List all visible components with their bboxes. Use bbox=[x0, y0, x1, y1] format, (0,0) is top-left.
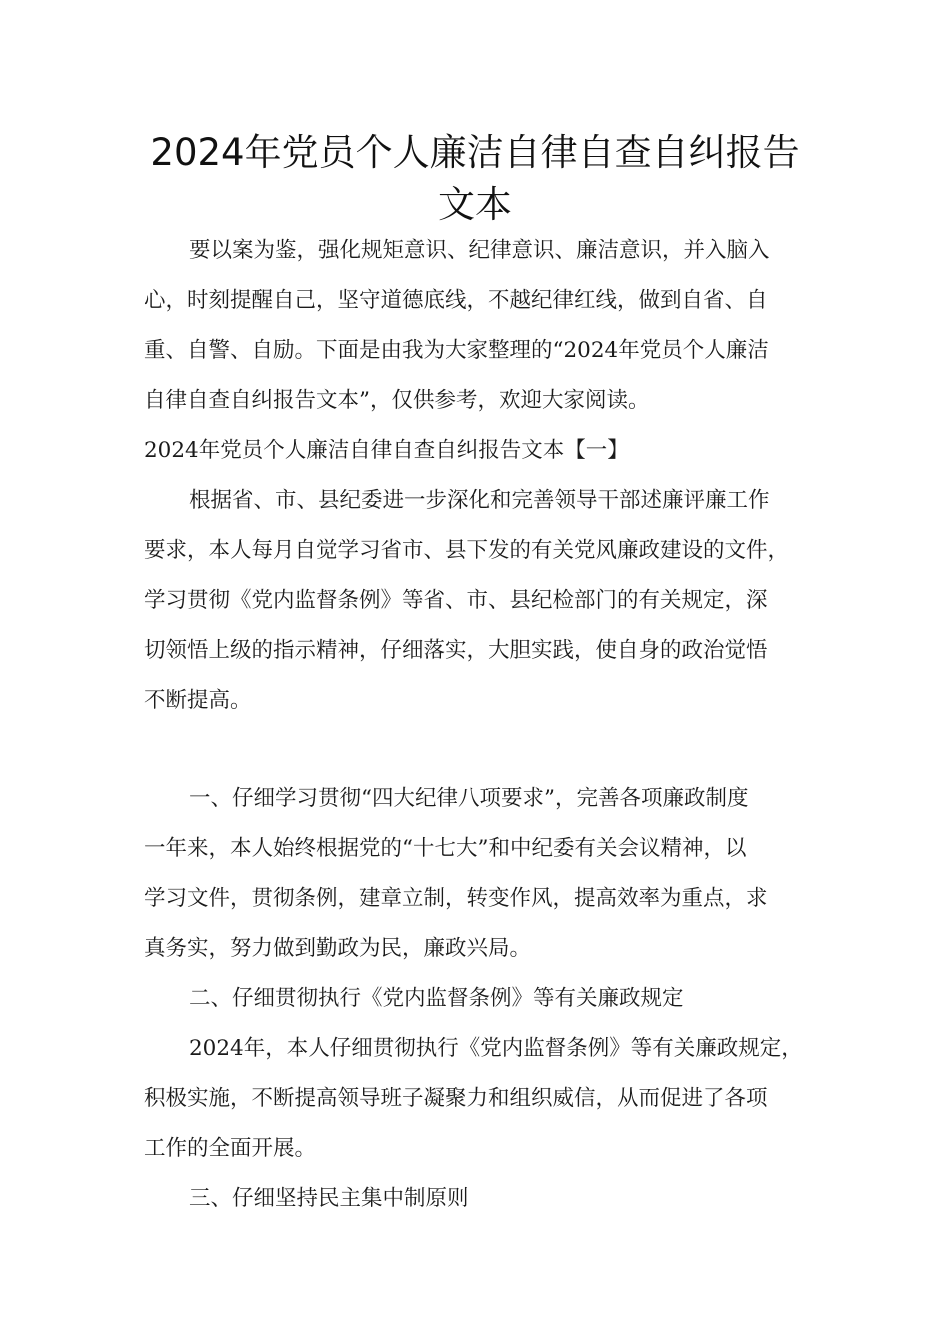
section-heading: 2024年党员个人廉洁自律自查自纠报告文本【一】 bbox=[144, 438, 629, 463]
point-2-line-2: 积极实施，不断提高领导班子凝聚力和组织威信，从而促进了各项 bbox=[144, 1086, 768, 1111]
point-2-heading: 二、仔细贯彻执行《党内监督条例》等有关廉政规定 bbox=[189, 986, 684, 1011]
paragraph-1-line-2: 要求，本人每月自觉学习省市、县下发的有关党风廉政建设的文件， bbox=[144, 538, 790, 563]
intro-line-2: 心，时刻提醒自己，坚守道德底线，不越纪律红线，做到自省、自 bbox=[144, 288, 768, 313]
intro-line-3: 重、自警、自励。下面是由我为大家整理的“2024年党员个人廉洁 bbox=[144, 338, 769, 363]
point-2-line-1: 2024年，本人仔细贯彻执行《党内监督条例》等有关廉政规定， bbox=[189, 1036, 803, 1061]
document-title-line-1: 2024年党员个人廉洁自律自查自纠报告 bbox=[150, 131, 800, 174]
point-1-line-2: 学习文件，贯彻条例，建章立制，转变作风，提高效率为重点，求 bbox=[144, 886, 768, 911]
point-1-line-1: 一年来，本人始终根据党的“十七大”和中纪委有关会议精神，以 bbox=[144, 836, 747, 861]
paragraph-1-line-1: 根据省、市、县纪委进一步深化和完善领导干部述廉评廉工作 bbox=[189, 488, 770, 513]
point-2-line-3: 工作的全面开展。 bbox=[144, 1136, 317, 1161]
intro-line-1: 要以案为鉴，强化规矩意识、纪律意识、廉洁意识，并入脑入 bbox=[189, 238, 770, 263]
point-3-heading: 三、仔细坚持民主集中制原则 bbox=[189, 1186, 469, 1211]
point-1-line-3: 真务实，努力做到勤政为民，廉政兴局。 bbox=[144, 936, 532, 961]
paragraph-1-line-3: 学习贯彻《党内监督条例》等省、市、县纪检部门的有关规定，深 bbox=[144, 588, 768, 613]
point-1-heading: 一、仔细学习贯彻“四大纪律八项要求”，完善各项廉政制度 bbox=[189, 786, 749, 811]
intro-line-4: 自律自查自纠报告文本”，仅供参考，欢迎大家阅读。 bbox=[144, 388, 650, 413]
document-title-line-2: 文本 bbox=[438, 183, 512, 226]
paragraph-1-line-4: 切领悟上级的指示精神，仔细落实，大胆实践，使自身的政治觉悟 bbox=[144, 638, 768, 663]
paragraph-1-line-5: 不断提高。 bbox=[144, 688, 252, 713]
